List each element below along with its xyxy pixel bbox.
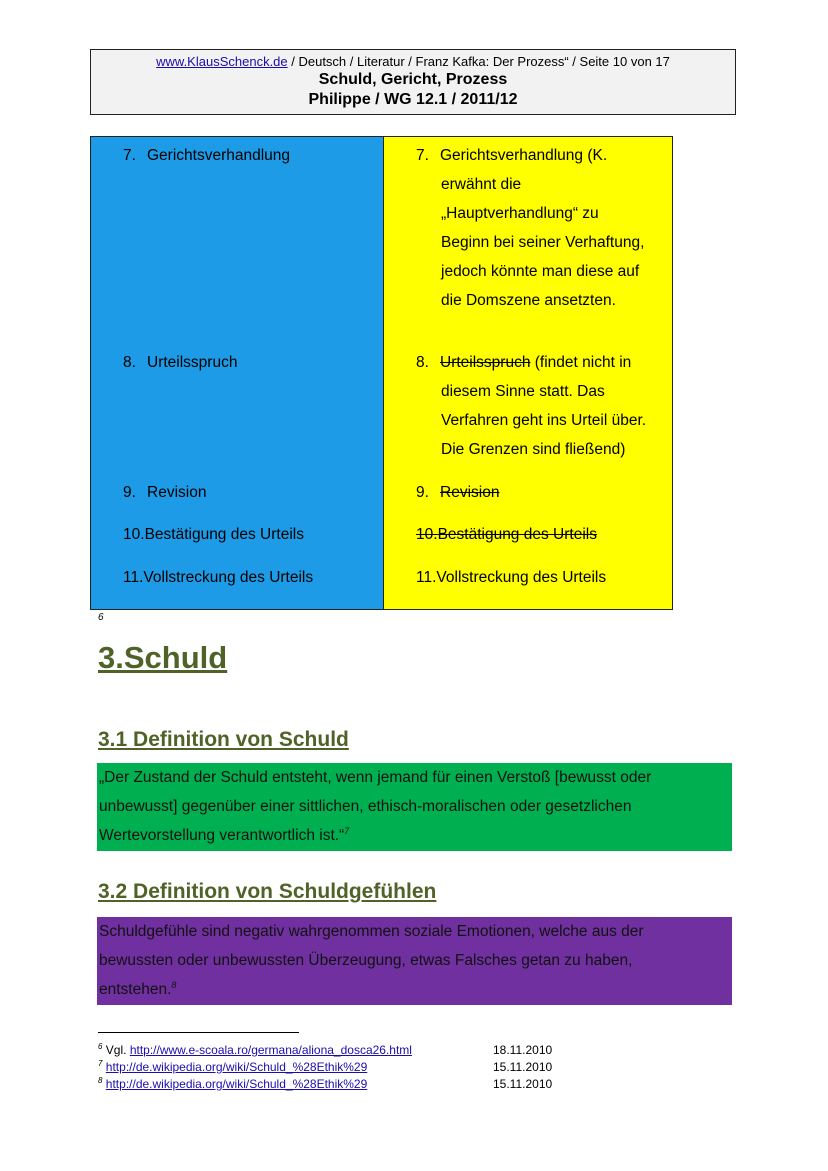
- item-number: 9.: [416, 484, 429, 501]
- item-text: die Domszene ansetzten.: [441, 292, 616, 309]
- list-item: [416, 563, 666, 592]
- subsection-heading-definition-schuldgefuehle: 3.2 Definition von Schuldgefühlen: [98, 880, 437, 903]
- definition-schuldgefuehle-box: [97, 917, 732, 1005]
- item-number: 8.: [123, 354, 136, 371]
- header-breadcrumb: [91, 54, 735, 69]
- footnotes: [98, 1042, 658, 1093]
- paragraph-line: [99, 821, 730, 850]
- item-number: 10.: [416, 526, 438, 543]
- paragraph-line: bewussten oder unbewussten Überzeugung, etwas Falsches getan zu haben,: [99, 952, 633, 969]
- header-title: Schuld, Gericht, Prozess: [318, 71, 508, 88]
- list-item: [123, 141, 290, 170]
- item-text: Vollstreckung des Urteils: [436, 569, 607, 586]
- footnote-ref[interactable]: 8: [171, 979, 177, 990]
- item-text: Vollstreckung des Urteils: [143, 569, 314, 586]
- list-item: [123, 563, 313, 592]
- footnote-row: [98, 1059, 658, 1076]
- footnote-date: 15.11.2010: [493, 1060, 553, 1074]
- item-number: 11.: [123, 569, 144, 586]
- footnote-divider: [98, 1032, 299, 1033]
- paragraph-line: [99, 975, 730, 1004]
- list-item: [123, 520, 304, 549]
- item-number: 10.: [123, 526, 145, 543]
- paragraph-line: Schuldgefühle sind negativ wahrgenommen soziale Emotionen, welche aus der: [99, 923, 644, 940]
- paragraph-line: „Der Zustand der Schuld entsteht, wenn jemand für einen Verstoß [bewusst oder: [99, 769, 652, 786]
- list-item: [416, 141, 666, 315]
- item-number: 8.: [416, 354, 429, 371]
- list-item: [416, 478, 666, 507]
- footnote-number: 8: [98, 1076, 103, 1085]
- list-item: [123, 478, 206, 507]
- paragraph-text: entstehen.: [99, 981, 172, 998]
- struck-text: Revision: [440, 484, 500, 501]
- list-item: [123, 348, 237, 377]
- item-text: erwähnt die: [441, 176, 522, 193]
- item-text: Gerichtsverhandlung (K.: [440, 147, 608, 164]
- footnote-date: 18.11.2010: [493, 1043, 553, 1057]
- item-text: diesem Sinne statt. Das: [441, 383, 605, 400]
- footnote-link[interactable]: http://de.wikipedia.org/wiki/Schuld_%28Ethik%29: [105, 1077, 368, 1091]
- footnote-link[interactable]: http://de.wikipedia.org/wiki/Schuld_%28Ethik%29: [105, 1060, 368, 1074]
- page-header: [90, 49, 736, 115]
- list-item: [416, 520, 666, 549]
- item-number: 7.: [123, 147, 136, 164]
- footnote-date: 15.11.2010: [493, 1077, 553, 1091]
- struck-text: Urteilsspruch: [440, 354, 531, 371]
- item-text: Revision: [147, 484, 207, 501]
- item-text: Gerichtsverhandlung: [147, 147, 291, 164]
- struck-text: Bestätigung des Urteils: [437, 526, 597, 543]
- footnote-number: 6: [98, 1042, 103, 1051]
- list-item: [416, 348, 666, 464]
- item-text: Verfahren geht ins Urteil über.: [441, 412, 647, 429]
- site-link[interactable]: www.KlausSchenck.de: [156, 54, 288, 69]
- item-text: Urteilsspruch: [147, 354, 238, 371]
- subsection-heading-definition-schuld: 3.1 Definition von Schuld: [98, 728, 349, 751]
- footnote-ref[interactable]: 7: [344, 825, 350, 836]
- comparison-table: [90, 136, 673, 610]
- breadcrumb-rest: / Deutsch / Literatur / Franz Kafka: Der Prozess“ / Seite 10 von 17: [287, 54, 670, 69]
- paragraph-line: unbewusst] gegenüber einer sittlichen, ethisch-moralischen oder gesetzlichen: [99, 798, 632, 815]
- definition-schuld-box: [97, 763, 732, 851]
- item-text: (findet nicht in: [530, 354, 632, 371]
- paragraph-text: Wertevorstellung verantwortlich ist.“: [99, 827, 345, 844]
- table-footnote-mark: 6: [98, 612, 104, 623]
- footnote-row: [98, 1042, 658, 1059]
- item-number: 7.: [416, 147, 429, 164]
- footnote-number: 7: [98, 1059, 103, 1068]
- footnote-row: [98, 1076, 658, 1093]
- item-number: 11.: [416, 569, 437, 586]
- table-column-left: [91, 137, 384, 609]
- section-heading: 3.Schuld: [98, 640, 228, 675]
- footnote-prefix: Vgl.: [105, 1043, 130, 1057]
- table-column-right: [384, 137, 672, 609]
- item-text: „Hauptverhandlung“ zu: [441, 205, 599, 222]
- item-text: Beginn bei seiner Verhaftung,: [441, 234, 645, 251]
- item-text: Bestätigung des Urteils: [144, 526, 304, 543]
- footnote-link[interactable]: http://www.e-scoala.ro/germana/aliona_dosca26.html: [129, 1043, 412, 1057]
- item-text: Die Grenzen sind fließend): [441, 441, 626, 458]
- item-text: jedoch könnte man diese auf: [441, 263, 640, 280]
- header-subtitle: Philippe / WG 12.1 / 2011/12: [308, 91, 518, 108]
- item-number: 9.: [123, 484, 136, 501]
